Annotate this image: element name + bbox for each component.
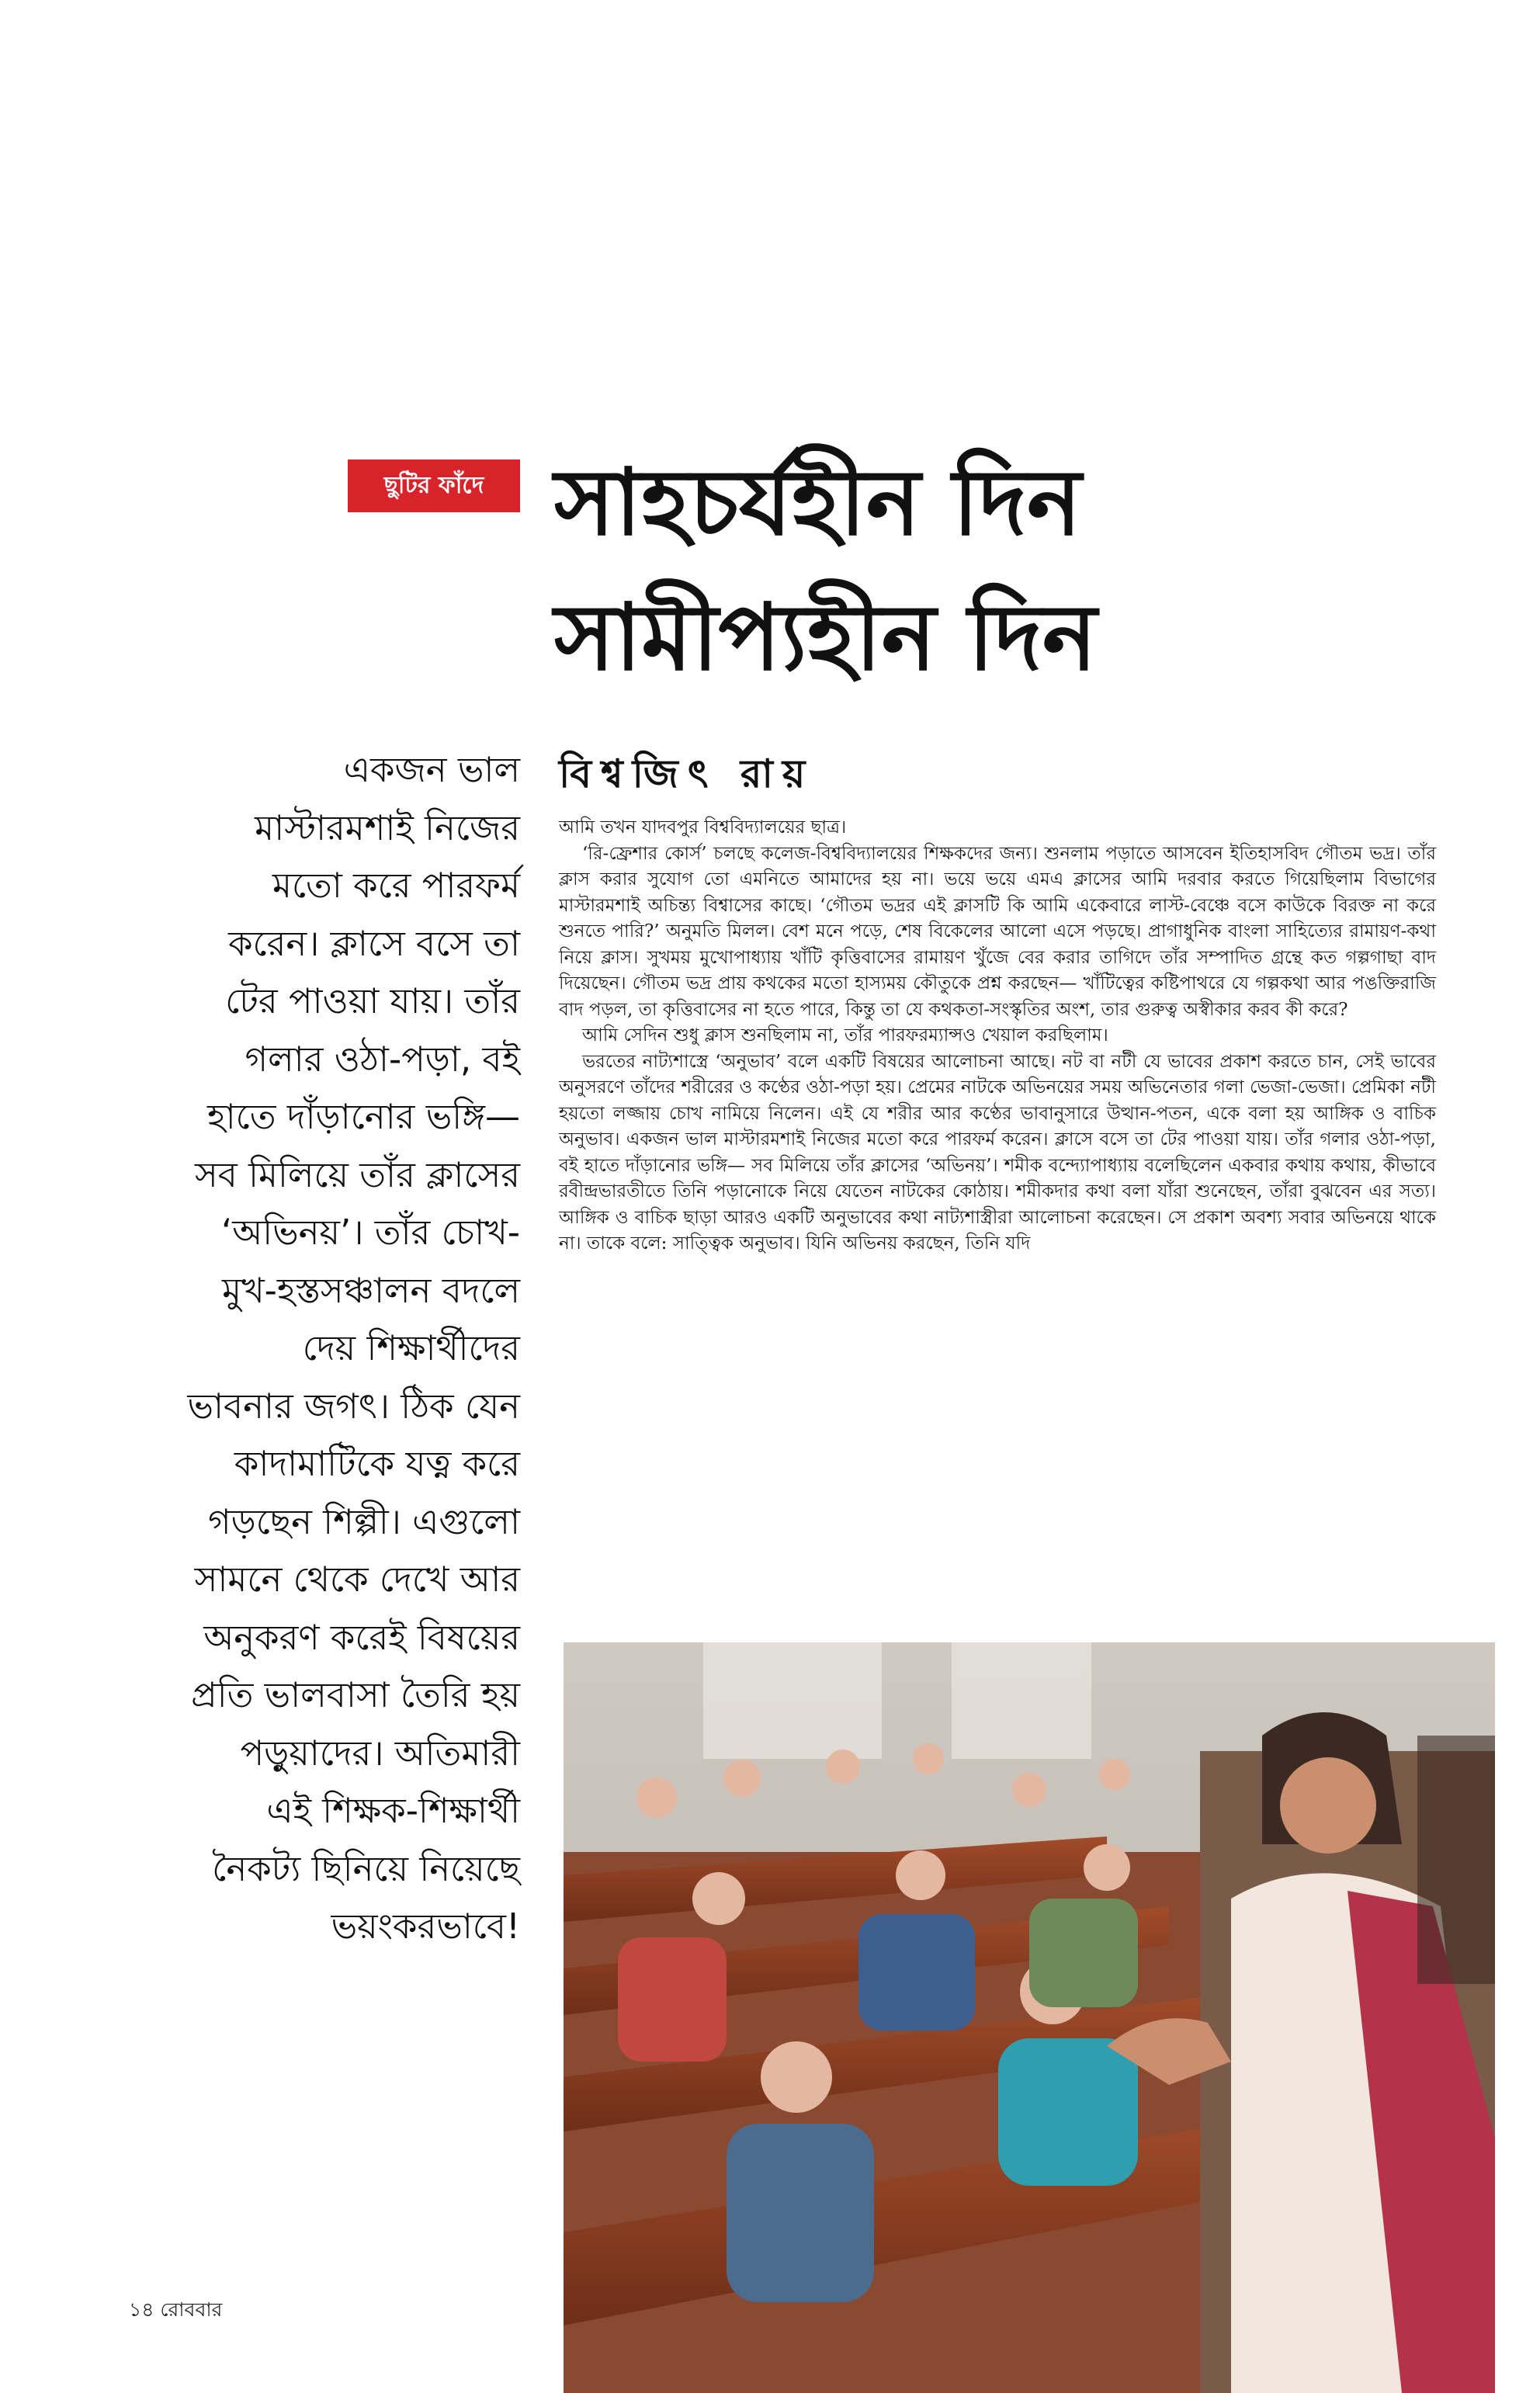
pull-quote <box>116 741 520 1956</box>
article-body <box>559 815 1436 1257</box>
classroom-photo <box>564 1642 1495 2393</box>
section-tag: ছুটির ফাঁদে <box>348 460 520 512</box>
pull-quote-line: ভাবনার জগৎ। ঠিক যেন <box>187 1385 520 1427</box>
pull-quote-line: অনুকরণ করেই বিষয়ের <box>203 1616 520 1658</box>
headline <box>554 435 1517 705</box>
page-folio: ১৪ রোববার <box>129 2298 223 2321</box>
pull-quote-line: প্রতি ভালবাসা তৈরি হয় <box>191 1674 520 1715</box>
pull-quote-line: দেয় শিক্ষার্থীদের <box>302 1327 520 1368</box>
pull-quote-line: কাদামাটিকে যত্ন করে <box>234 1443 520 1484</box>
body-paragraph: ভরতের নাট্যশাস্ত্রে ‘অনুভাব’ বলে একটি বিষয়ের আলোচনা আছে। নট বা নটী যে ভাবের প্রকাশ করতে চান, সেই ভাবের অনুসরণে তাঁদের শরীরের ও কণ্ঠের ওঠা-পড়া হয়। প্রেমের নাটকে অভিনয়ের সময় অভিনেতার গলা ভেজা-ভেজা। প্রেমিকা নটী হয়তো লজ্জায় চোখ নামিয়ে নিলেন। এই যে শরীর আর কণ্ঠের ভাবানুসারে উত্থান-পতন, একে বলা হয় আঙ্গিক ও বাচিক অনুভাব। একজন ভাল মাস্টারমশাই নিজের মতো করে পারফর্ম করেন। ক্লাসে বসে তা টের পাওয়া যায়। তাঁর গলার ওঠা-পড়া, বই হাতে দাঁড়ানোর ভঙ্গি— সব মিলিয়ে তাঁর ক্লাসের ‘অভিনয়’। শমীক বন্দ্যোপাধ্যায় বলেছিলেন একবার কথায় কথায়, কীভাবে রবীন্দ্রভারতীতে তিনি পড়ানোকে নিয়ে যেতেন নাটকের কোঠায়। শমীকদার কথা বলা যাঁরা শুনেছেন, তাঁরা বুঝবেন এর সত্য। আঙ্গিক ও বাচিক ছাড়া আরও একটি অনুভাবের কথা নাট্যশাস্ত্রীরা আলোচনা করেছেন। সে প্রকাশ অবশ্য সবার অভিনয়ে থাকে না। তাকে বলে: সাত্ত্বিক অনুভাব। যিনি অভিনয় করছেন, তিনি যদি <box>559 1051 1436 1254</box>
pull-quote-line: এই শিক্ষক-শিক্ষার্থী <box>266 1790 520 1831</box>
pull-quote-line: হাতে দাঁড়ানোর ভঙ্গি— <box>206 1096 520 1137</box>
pull-quote-line: সামনে থেকে দেখে আর <box>194 1559 520 1600</box>
pull-quote-line: পড়ুয়াদের। অতিমারী <box>240 1732 520 1774</box>
body-paragraph: আমি তখন যাদবপুর বিশ্ববিদ্যালয়ের ছাত্র। <box>559 817 847 838</box>
pull-quote-line: গলার ওঠা-পড়া, বই <box>245 1038 520 1080</box>
pull-quote-line: ‘অভিনয়’। তাঁর চোখ- <box>220 1212 520 1253</box>
pull-quote-line: ভয়ংকরভাবে! <box>331 1906 520 1947</box>
pull-quote-line: মাস্টারমশাই নিজের <box>255 806 520 848</box>
byline: বিশ্বজিৎ রায় <box>559 751 815 796</box>
headline-line-1: সাহচর্যহীন দিন <box>554 449 1082 556</box>
pull-quote-line: করেন। ক্লাসে বসে তা <box>228 922 520 964</box>
body-paragraph: ‘রি-ফ্রেশার কোর্স’ চলছে কলেজ-বিশ্ববিদ্যালয়ের শিক্ষকদের জন্য। শুনলাম পড়াতে আসবেন ইতিহাসবিদ গৌতম ভদ্র। তাঁর ক্লাস করার সুযোগ তো এমনিতে আমাদের হয় না। ভয়ে ভয়ে এমএ ক্লাসের আমি দরবার করতে গিয়েছিলাম বিভাগের মাস্টারমশাই অচিন্ত্য বিশ্বাসের কাছে। ‘গৌতম ভদ্রর এই ক্লাসটি কি আমি একেবারে লাস্ট-বেঞ্চে বসে কাউকে বিরক্ত না করে শুনতে পারি?’ অনুমতি মিলল। বেশ মনে পড়ে, শেষ বিকেলের আলো এসে পড়ছে। প্রাগাধুনিক বাংলা সাহিত্যের রামায়ণ-কথা নিয়ে ক্লাস। সুখময় মুখোপাধ্যায় খাঁটি কৃত্তিবাসের রামায়ণ খুঁজে বের করার তাগিদে তাঁর সম্পাদিত গ্রন্থে কত গল্পগাছা বাদ দিয়েছেন। গৌতম ভদ্র প্রায় কথকের মতো হাস্যময় কৌতুকে প্রশ্ন করছেন— খাঁটিত্বের কষ্টিপাথরে যে গল্পকথা আর পঙক্তিরাজি বাদ পড়ল, তা কৃত্তিবাসের না হতে পারে, কিন্তু তা যে কথকতা-সংস্কৃতির অংশ, তার গুরুত্ব অস্বীকার করব কী করে? <box>559 843 1436 1020</box>
pull-quote-line: একজন ভাল <box>343 749 520 790</box>
body-paragraph: আমি সেদিন শুধু ক্লাস শুনছিলাম না, তাঁর পারফরম্যান্সও খেয়াল করছিলাম। <box>582 1025 1108 1046</box>
pull-quote-line: মুখ-হস্তসঞ্চালন বদলে <box>222 1269 520 1311</box>
pull-quote-line: গড়ছেন শিল্পী। এগুলো <box>208 1500 520 1542</box>
pull-quote-line: সব মিলিয়ে তাঁর ক্লাসের <box>195 1153 520 1195</box>
headline-line-2: সামীপ্যহীন দিন <box>554 584 1098 691</box>
pull-quote-line: টের পাওয়া যায়। তাঁর <box>225 980 520 1021</box>
pull-quote-line: মতো করে পারফর্ম <box>272 865 520 906</box>
pull-quote-line: নৈকট্য ছিনিয়ে নিয়েছে <box>212 1847 520 1889</box>
